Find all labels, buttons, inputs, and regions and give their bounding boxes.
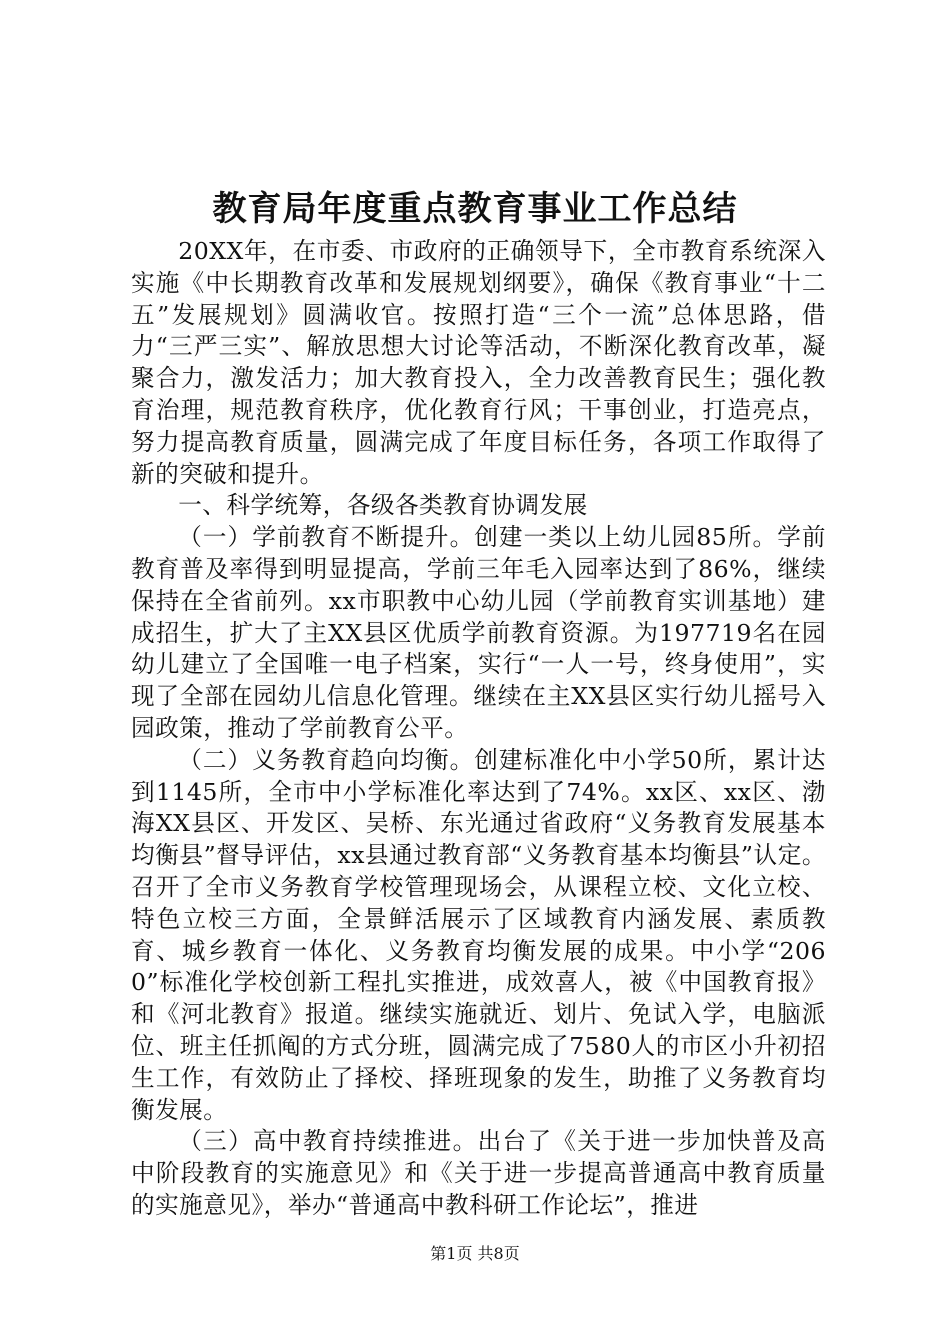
high-school-paragraph: （三）高中教育持续推进。出台了《关于进一步加快普及高中阶段教育的实施意见》和《关于进一步提高普通高中教育质量的实施意见》，举办“普通高中教科研工作论坛”，推进: [131, 1127, 826, 1219]
document-title: 教育局年度重点教育事业工作总结: [212, 189, 738, 229]
section-heading-1: 一、科学统筹，各级各类教育协调发展: [178, 491, 588, 520]
intro-paragraph: 20XX年，在市委、市政府的正确领导下，全市教育系统深入实施《中长期教育改革和发展规划纲要》，确保《教育事业“十二五”发展规划》圆满收官。按照打造“三个一流”总体思路，借力“三严三实”、解放思想大讨论等活动，不断深化教育改革，凝聚合力，激发活力；加大教育投入，全力改善教育民生；强化教育治理，规范教育秩序，优化教育行风；干事创业，打造亮点，努力提高教育质量，圆满完成了年度目标任务，各项工作取得了新的突破和提升。: [131, 237, 826, 488]
compulsory-education-paragraph: （二）义务教育趋向均衡。创建标准化中小学50所，累计达到1145所，全市中小学标准化率达到了74%。xx区、xx区、渤海XX县区、开发区、吴桥、东光通过省政府“义务教育发展基本均衡县”督导评估，xx县通过教育部“义务教育基本均衡县”认定。召开了全市义务教育学校管理现场会，从课程立校、文化立校、特色立校三方面，全景鲜活展示了区域教育内涵发展、素质教育、城乡教育一体化、义务教育均衡发展的成果。中小学“2060”标准化学校创新工程扎实推进，成效喜人，被《中国教育报》和《河北教育》报道。继续实施就近、划片、免试入学，电脑派位、班主任抓阄的方式分班，圆满完成了7580人的市区小升初招生工作，有效防止了择校、择班现象的发生，助推了义务教育均衡发展。: [131, 745, 826, 1124]
preschool-paragraph: （一）学前教育不断提升。创建一类以上幼儿园85所。学前教育普及率得到明显提高，学前三年毛入园率达到了86%，继续保持在全省前列。xx市职教中心幼儿园（学前教育实训基地）建成招生，扩大了主XX县区优质学前教育资源。为197719名在园幼儿建立了全国唯一电子档案，实行“一人一号，终身使用”，实现了全部在园幼儿信息化管理。继续在主XX县区实行幼儿摇号入园政策，推动了学前教育公平。: [131, 523, 826, 742]
page-number-footer: 第1页 共8页: [430, 1244, 520, 1263]
document-body: [131, 236, 826, 1222]
